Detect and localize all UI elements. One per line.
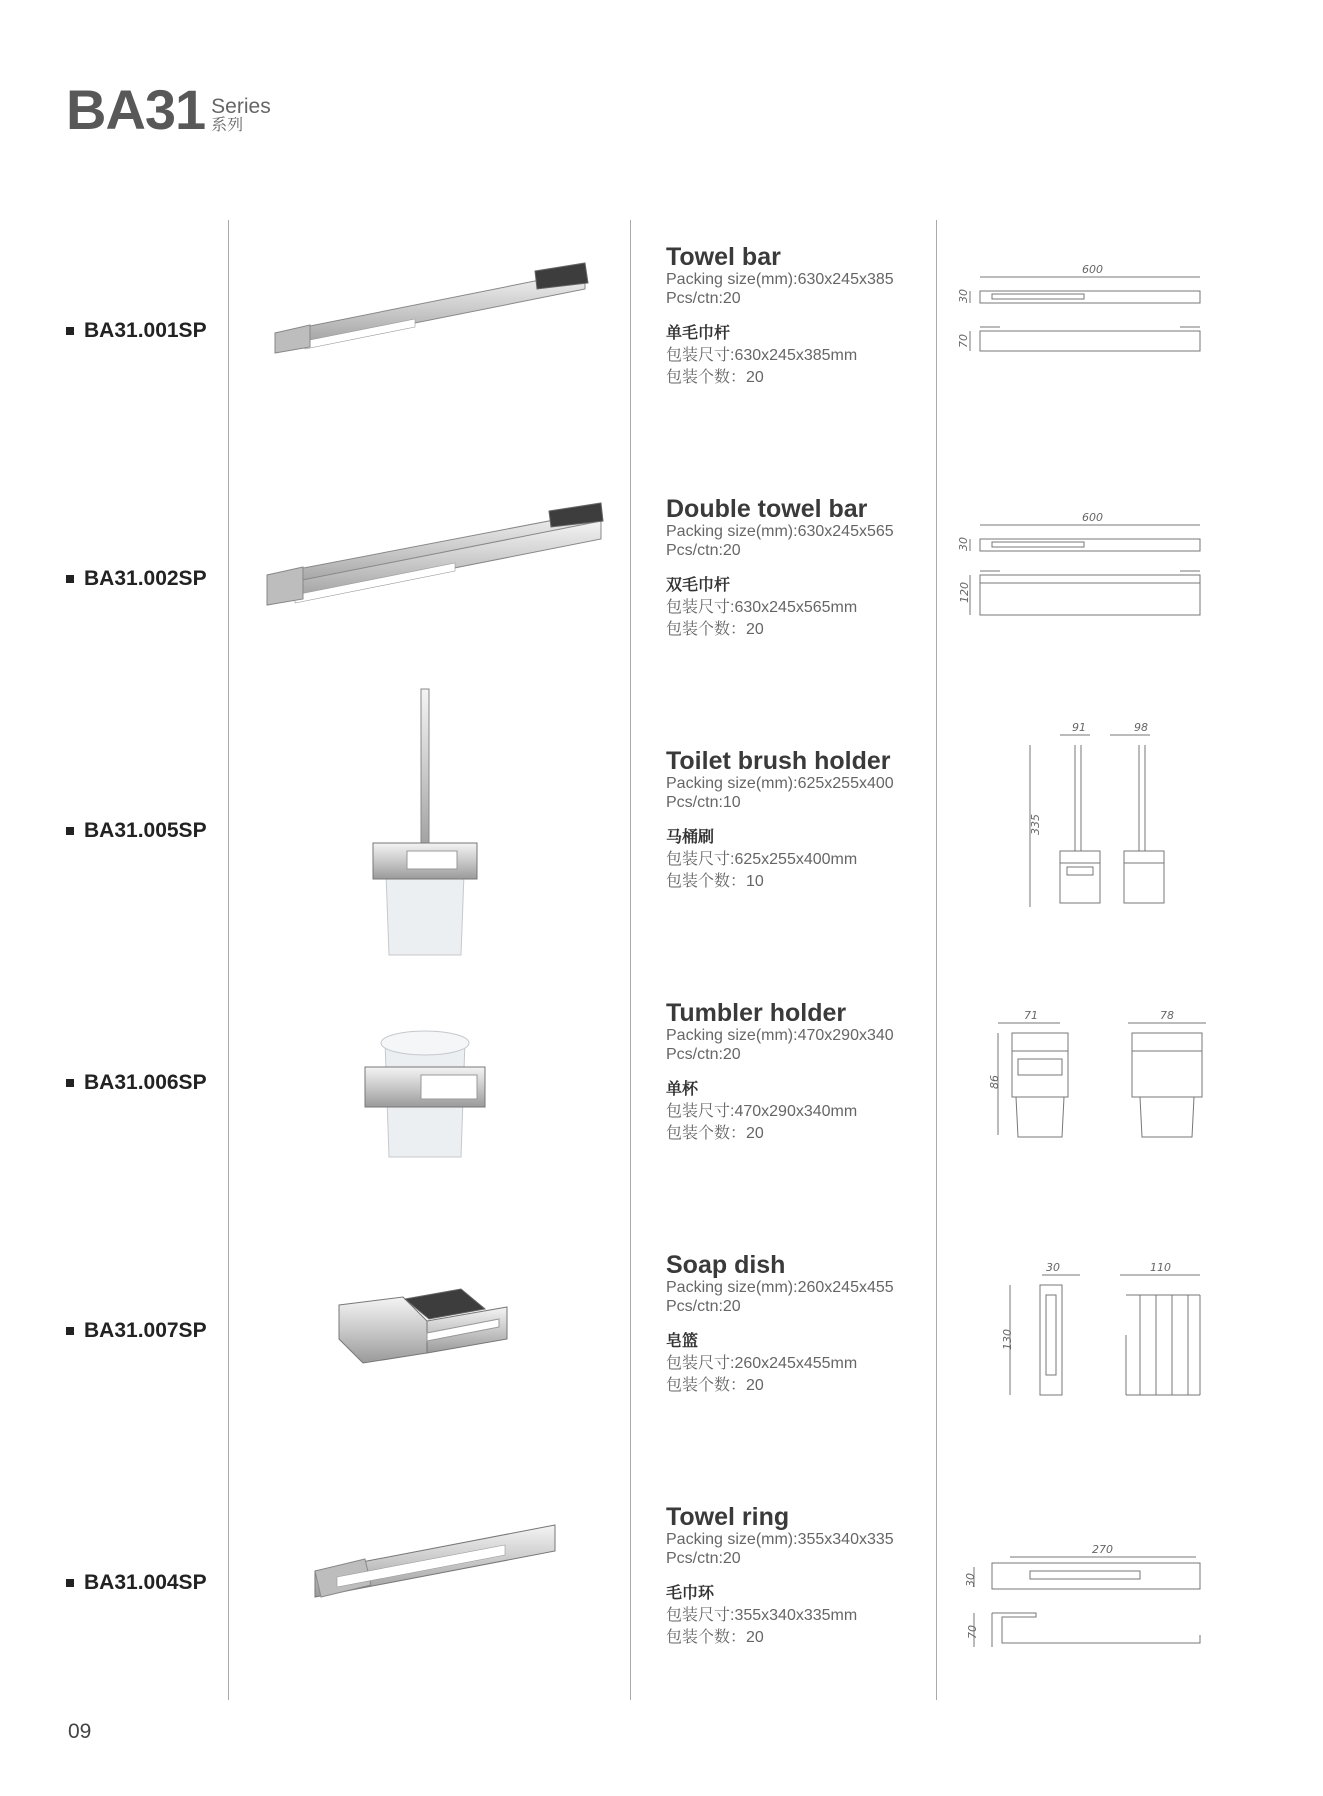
pcs-per-carton-cn: 包装个数：20 xyxy=(666,621,764,638)
soap-dish-photo xyxy=(255,1215,615,1467)
product-info xyxy=(666,245,894,389)
product-name-en: Soap dish xyxy=(666,1251,786,1279)
product-name-en: Towel ring xyxy=(666,1503,790,1531)
product-name-cn: 单杯 xyxy=(666,1081,699,1098)
dimension-label: 270 xyxy=(1092,1543,1113,1556)
product-name-cn: 单毛巾杆 xyxy=(666,325,731,342)
bullet-square-icon xyxy=(66,1079,74,1087)
towel-ring-drawing xyxy=(960,1467,1220,1719)
dimension-label: 30 xyxy=(957,537,970,551)
product-row-double-towel-bar xyxy=(0,459,1323,711)
product-info xyxy=(666,1505,894,1649)
dimension-label: 600 xyxy=(1082,511,1103,524)
pcs-per-carton: Pcs/ctn:10 xyxy=(666,794,741,811)
product-name-cn: 双毛巾杆 xyxy=(666,577,731,594)
pcs-per-carton: Pcs/ctn:20 xyxy=(666,1298,741,1315)
dimension-label: 110 xyxy=(1150,1261,1171,1274)
series-code: BA31 xyxy=(66,78,206,141)
product-info xyxy=(666,1001,894,1145)
page-number: 09 xyxy=(68,1720,92,1743)
bullet-square-icon xyxy=(66,827,74,835)
pcs-per-carton: Pcs/ctn:20 xyxy=(666,1046,741,1063)
packing-size-cn: 包装尺寸:260x245x455mm xyxy=(666,1355,858,1372)
pcs-per-carton-cn: 包装个数：20 xyxy=(666,1629,764,1646)
tumbler-holder-drawing xyxy=(960,963,1220,1215)
pcs-per-carton-cn: 包装个数：20 xyxy=(666,369,764,386)
product-code: BA31.002SP xyxy=(66,567,207,591)
packing-size-cn: 包装尺寸:470x290x340mm xyxy=(666,1103,858,1120)
product-row-toilet-brush-holder xyxy=(0,711,1323,963)
product-info xyxy=(666,1253,894,1397)
dimension-label: 78 xyxy=(1160,1009,1174,1022)
product-code: BA31.005SP xyxy=(66,819,207,843)
product-row-towel-bar xyxy=(0,207,1323,459)
product-row-soap-dish xyxy=(0,1215,1323,1467)
product-code: BA31.001SP xyxy=(66,319,207,343)
bullet-square-icon xyxy=(66,327,74,335)
packing-size-cn: 包装尺寸:355x340x335mm xyxy=(666,1607,858,1624)
double-towel-bar-photo xyxy=(255,459,615,711)
packing-size: Packing size(mm):630x245x385 xyxy=(666,271,894,288)
product-name-cn: 毛巾环 xyxy=(666,1585,715,1602)
bullet-square-icon xyxy=(66,575,74,583)
series-label-cn: 系列 xyxy=(211,117,244,134)
dimension-label: 70 xyxy=(957,334,970,348)
towel-bar-photo xyxy=(255,207,615,459)
towel-ring-photo xyxy=(255,1467,615,1719)
packing-size: Packing size(mm):630x245x565 xyxy=(666,523,894,540)
packing-size-cn: 包装尺寸:630x245x565mm xyxy=(666,599,858,616)
product-name-cn: 皂篮 xyxy=(666,1333,699,1350)
product-info xyxy=(666,749,894,893)
toilet-brush-holder-drawing xyxy=(960,711,1220,963)
dimension-label: 98 xyxy=(1134,721,1148,734)
dimension-label: 120 xyxy=(958,582,971,603)
pcs-per-carton-cn: 包装个数：10 xyxy=(666,873,764,890)
product-code: BA31.006SP xyxy=(66,1071,207,1095)
packing-size: Packing size(mm):260x245x455 xyxy=(666,1279,894,1296)
dimension-label: 86 xyxy=(988,1075,1001,1089)
pcs-per-carton: Pcs/ctn:20 xyxy=(666,1550,741,1567)
bullet-square-icon xyxy=(66,1579,74,1587)
pcs-per-carton-cn: 包装个数：20 xyxy=(666,1125,764,1142)
product-name-en: Double towel bar xyxy=(666,495,868,523)
toilet-brush-holder-photo xyxy=(255,711,615,963)
series-subtitle xyxy=(211,96,271,134)
dimension-label: 30 xyxy=(957,289,970,303)
packing-size: Packing size(mm):355x340x335 xyxy=(666,1531,894,1548)
pcs-per-carton-cn: 包装个数：20 xyxy=(666,1377,764,1394)
product-row-tumbler-holder xyxy=(0,963,1323,1215)
pcs-per-carton: Pcs/ctn:20 xyxy=(666,542,741,559)
product-info xyxy=(666,497,894,641)
product-code: BA31.004SP xyxy=(66,1571,207,1595)
dimension-label: 30 xyxy=(964,1573,977,1587)
pcs-per-carton: Pcs/ctn:20 xyxy=(666,290,741,307)
towel-bar-drawing xyxy=(957,207,1220,459)
dimension-label: 71 xyxy=(1024,1009,1038,1022)
dimension-label: 335 xyxy=(1029,814,1042,835)
product-name-en: Towel bar xyxy=(666,243,781,271)
product-name-en: Tumbler holder xyxy=(666,999,847,1027)
product-name-cn: 马桶刷 xyxy=(666,829,715,846)
dimension-label: 130 xyxy=(1001,1329,1014,1350)
product-code: BA31.007SP xyxy=(66,1319,207,1343)
double-towel-bar-drawing xyxy=(957,459,1220,711)
series-label-en: Series xyxy=(211,95,271,118)
dimension-label: 70 xyxy=(966,1625,979,1639)
tumbler-holder-photo xyxy=(255,963,615,1215)
product-name-en: Toilet brush holder xyxy=(666,747,891,775)
packing-size-cn: 包装尺寸:625x255x400mm xyxy=(666,851,858,868)
dimension-label: 30 xyxy=(1046,1261,1060,1274)
series-header xyxy=(66,78,271,141)
packing-size-cn: 包装尺寸:630x245x385mm xyxy=(666,347,858,364)
packing-size: Packing size(mm):470x290x340 xyxy=(666,1027,894,1044)
product-row-towel-ring xyxy=(0,1467,1323,1719)
bullet-square-icon xyxy=(66,1327,74,1335)
dimension-label: 91 xyxy=(1072,721,1086,734)
dimension-label: 600 xyxy=(1082,263,1103,276)
packing-size: Packing size(mm):625x255x400 xyxy=(666,775,894,792)
soap-dish-drawing xyxy=(960,1215,1220,1467)
